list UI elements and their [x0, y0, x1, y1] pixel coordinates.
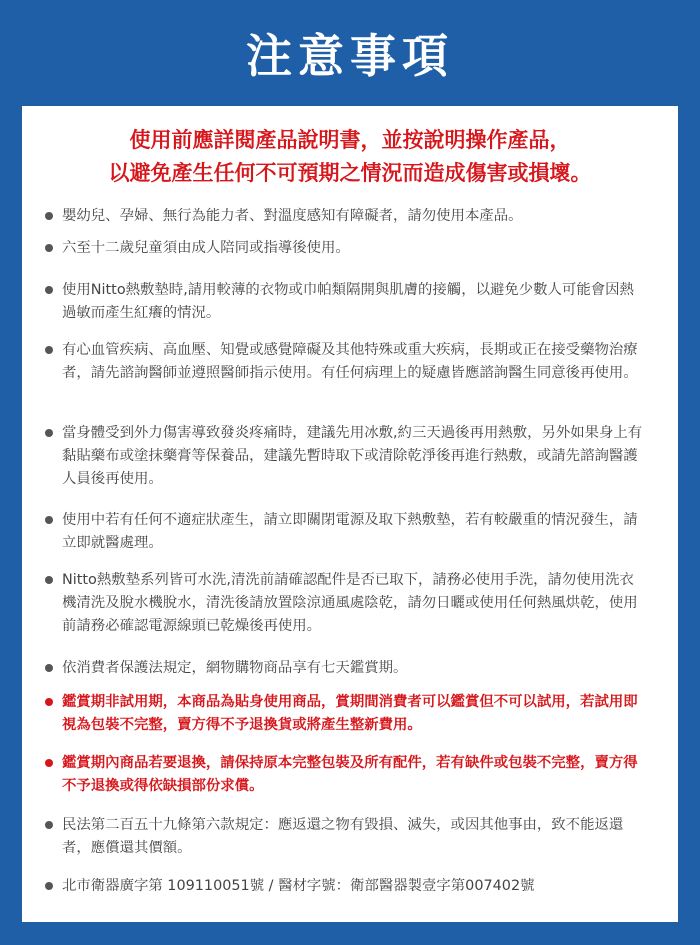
bullet-icon	[45, 759, 53, 767]
warning-heading	[22, 124, 678, 190]
bullet-icon	[45, 212, 53, 220]
notice-text: 嬰幼兒、孕婦、無行為能力者、對溫度感知有障礙者，請勿使用本產品。	[62, 208, 523, 224]
notice-text: 民法第二百五十九條第六款規定：應返還之物有毀損、滅失，或因其他事由，致不能返還者，應償還其價額。	[62, 817, 624, 856]
notice-text: 使用Nitto熱敷墊時,請用較薄的衣物或巾帕類隔開與肌膚的接觸，以避免少數人可能會因熱過敏而產生紅癢的情況。	[62, 282, 634, 321]
warning-line-2: 以避免產生任何不可預期之情況而造成傷害或損壞。	[108, 161, 592, 185]
notice-text: Nitto熱敷墊系列皆可水洗,清洗前請確認配件是否已取下，請務必使用手洗，請勿使用洗衣機清洗及脫水機脫水，清洗後請放置陰涼通風處陰乾，請勿日曬或使用任何熱風烘乾，使用前請務必確認電源線頭已乾燥後再使用。	[62, 572, 638, 634]
notice-text: 依消費者保護法規定，網物購物商品享有七天鑑賞期。	[62, 660, 408, 676]
notice-text: 北市衛器廣字第 109110051號 / 醫材字號：衛部醫器製壹字第007402號	[62, 878, 535, 894]
page-title: 注意事項	[246, 29, 454, 83]
bullet-icon	[45, 698, 53, 706]
bullet-icon	[45, 286, 53, 294]
bullet-icon	[45, 882, 53, 890]
notice-text: 當身體受到外力傷害導致發炎疼痛時，建議先用冰敷,約三天過後再用熱敷，另外如果身上有黏貼藥布或塗抹藥膏等保養品，建議先暫時取下或清除乾淨後再進行熱敷，或請先諮詢醫護人員後再使用。	[62, 425, 643, 487]
bullet-icon	[45, 664, 53, 672]
bullet-icon	[45, 576, 53, 584]
notice-text: 鑑賞期內商品若要退換，請保持原本完整包裝及所有配件，若有缺件或包裝不完整，賣方得不予退換或得依缺損部份求償。	[62, 755, 638, 794]
notice-text: 有心血管疾病、高血壓、知覺或感覺障礙及其他特殊或重大疾病，長期或正在接受藥物治療者，請先諮詢醫師並遵照醫師指示使用。有任何病理上的疑慮皆應諮詢醫生同意後再使用。	[62, 342, 638, 381]
bullet-icon	[45, 346, 53, 354]
notice-text: 六至十二歲兒童須由成人陪同或指導後使用。	[62, 240, 350, 256]
warning-line-1: 使用前應詳閱產品說明書，並按說明操作產品，	[129, 128, 571, 152]
bullet-icon	[45, 429, 53, 437]
bullet-icon	[45, 244, 53, 252]
notice-text: 鑑賞期非試用期，本商品為貼身使用商品，賞期間消費者可以鑑賞但不可以試用，若試用即視為包裝不完整，賣方得不予退換貨或將產生整新費用。	[62, 694, 638, 733]
bullet-icon	[45, 821, 53, 829]
bullet-icon	[45, 516, 53, 524]
notice-text: 使用中若有任何不適症狀產生，請立即關閉電源及取下熱敷墊，若有較嚴重的情況發生，請立即就醫處理。	[62, 512, 638, 551]
notice-panel	[22, 106, 678, 922]
